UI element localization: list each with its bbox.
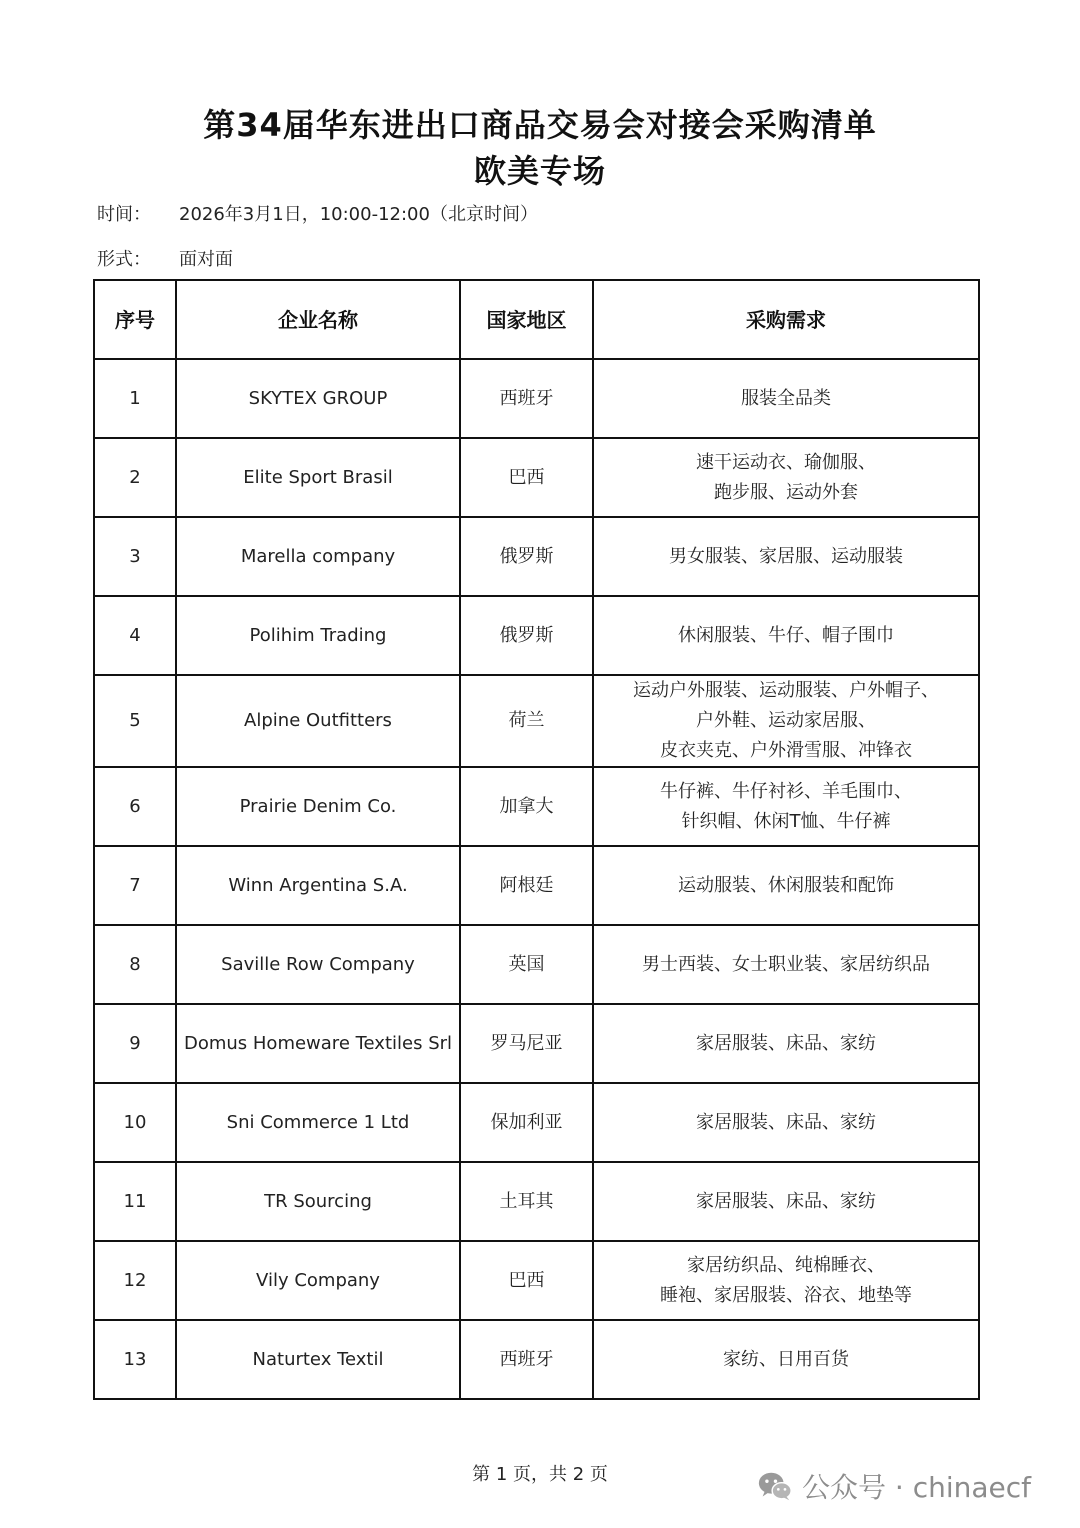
row-country-cell: 西班牙 <box>460 359 593 438</box>
demand-line: 家居纺织品、纯棉睡衣、 <box>687 1254 885 1276</box>
demand-line: 运动户外服装、运动服装、户外帽子、 <box>633 680 939 701</box>
row-company-cell: TR Sourcing <box>176 1162 460 1241</box>
row-company-cell: Alpine Outfitters <box>176 675 460 767</box>
demand-line: 休闲服装、牛仔、帽子围巾 <box>678 624 894 646</box>
demand-line: 运动服装、休闲服装和配饰 <box>678 874 894 896</box>
table-body <box>94 359 979 1399</box>
row-country-cell: 俄罗斯 <box>460 517 593 596</box>
row-company-cell: Saville Row Company <box>176 925 460 1004</box>
table-row <box>94 1241 979 1320</box>
procurement-table <box>93 279 980 1400</box>
watermark-text: 公众号 · chinaecf <box>802 1471 1032 1504</box>
row-country-cell: 巴西 <box>460 438 593 517</box>
row-country-cell: 阿根廷 <box>460 846 593 925</box>
row-company-cell: Vily Company <box>176 1241 460 1320</box>
demand-line: 针织帽、休闲T恤、牛仔裤 <box>681 810 891 832</box>
row-country-cell: 土耳其 <box>460 1162 593 1241</box>
table-row <box>94 438 979 517</box>
table-row <box>94 596 979 675</box>
table-row <box>94 359 979 438</box>
document-subtitle: 欧美专场 <box>473 152 606 190</box>
table-row <box>94 767 979 846</box>
row-country-cell: 俄罗斯 <box>460 596 593 675</box>
meta-time-value: 2026年3月1日，10:00-12:00（北京时间） <box>179 204 538 225</box>
row-no-cell: 2 <box>94 438 176 517</box>
row-company-cell: Naturtex Textil <box>176 1320 460 1399</box>
row-demand-cell <box>593 517 979 596</box>
row-demand-cell <box>593 675 979 767</box>
row-country-cell: 保加利亚 <box>460 1083 593 1162</box>
row-demand-cell <box>593 1162 979 1241</box>
row-no-cell: 3 <box>94 517 176 596</box>
meta-form-row <box>97 245 233 271</box>
row-demand-cell <box>593 438 979 517</box>
row-demand-cell <box>593 359 979 438</box>
row-no-cell: 10 <box>94 1083 176 1162</box>
row-demand-cell <box>593 1241 979 1320</box>
demand-line: 家居服装、床品、家纺 <box>696 1190 876 1212</box>
header-demand: 采购需求 <box>593 280 979 359</box>
demand-line: 牛仔裤、牛仔衬衫、羊毛围巾、 <box>660 780 912 802</box>
row-demand-cell <box>593 1004 979 1083</box>
row-country-cell: 罗马尼亚 <box>460 1004 593 1083</box>
wechat-icon <box>756 1467 794 1505</box>
demand-line: 男士西装、女士职业装、家居纺织品 <box>642 953 930 975</box>
row-no-cell: 1 <box>94 359 176 438</box>
page-number: 第 1 页，共 2 页 <box>472 1464 608 1485</box>
row-country-cell: 巴西 <box>460 1241 593 1320</box>
table-row <box>94 1162 979 1241</box>
meta-form-label: 形式： <box>97 249 151 270</box>
table-row <box>94 1004 979 1083</box>
row-no-cell: 13 <box>94 1320 176 1399</box>
row-no-cell: 6 <box>94 767 176 846</box>
row-demand-cell <box>593 1320 979 1399</box>
row-company-cell: Polihim Trading <box>176 596 460 675</box>
header-no: 序号 <box>94 280 176 359</box>
row-company-cell: Winn Argentina S.A. <box>176 846 460 925</box>
row-demand-cell <box>593 1083 979 1162</box>
table-row <box>94 846 979 925</box>
row-no-cell: 7 <box>94 846 176 925</box>
row-company-cell: Prairie Denim Co. <box>176 767 460 846</box>
row-country-cell: 英国 <box>460 925 593 1004</box>
demand-line: 服装全品类 <box>741 387 831 409</box>
row-company-cell: Marella company <box>176 517 460 596</box>
row-demand-cell <box>593 767 979 846</box>
row-company-cell: Domus Homeware Textiles Srl <box>176 1004 460 1083</box>
table-header-row <box>94 280 979 359</box>
demand-line: 户外鞋、运动家居服、 <box>696 710 876 731</box>
row-country-cell: 西班牙 <box>460 1320 593 1399</box>
demand-line: 睡袍、家居服装、浴衣、地垫等 <box>660 1284 912 1306</box>
demand-line: 速干运动衣、瑜伽服、 <box>696 451 876 473</box>
meta-time-row <box>97 200 538 226</box>
meta-time-label: 时间： <box>97 204 151 225</box>
table-row <box>94 1320 979 1399</box>
row-no-cell: 5 <box>94 675 176 767</box>
demand-line: 皮衣夹克、户外滑雪服、冲锋衣 <box>660 740 912 761</box>
document-title: 第34届华东进出口商品交易会对接会采购清单 <box>203 106 877 144</box>
header-company: 企业名称 <box>176 280 460 359</box>
row-demand-cell <box>593 846 979 925</box>
meta-form-value: 面对面 <box>179 249 233 270</box>
table-row <box>94 1083 979 1162</box>
demand-line: 跑步服、运动外套 <box>714 481 858 503</box>
table-row <box>94 675 979 767</box>
row-company-cell: SKYTEX GROUP <box>176 359 460 438</box>
row-demand-cell <box>593 596 979 675</box>
watermark <box>756 1466 1031 1506</box>
demand-line: 家居服装、床品、家纺 <box>696 1032 876 1054</box>
demand-line: 家居服装、床品、家纺 <box>696 1111 876 1133</box>
row-no-cell: 9 <box>94 1004 176 1083</box>
row-no-cell: 8 <box>94 925 176 1004</box>
demand-line: 男女服装、家居服、运动服装 <box>669 545 903 567</box>
row-country-cell: 加拿大 <box>460 767 593 846</box>
row-company-cell: Elite Sport Brasil <box>176 438 460 517</box>
demand-line: 家纺、日用百货 <box>723 1348 849 1370</box>
row-country-cell: 荷兰 <box>460 675 593 767</box>
row-no-cell: 11 <box>94 1162 176 1241</box>
table-row <box>94 517 979 596</box>
header-country: 国家地区 <box>460 280 593 359</box>
row-demand-cell <box>593 925 979 1004</box>
table-row <box>94 925 979 1004</box>
row-no-cell: 12 <box>94 1241 176 1320</box>
row-no-cell: 4 <box>94 596 176 675</box>
row-company-cell: Sni Commerce 1 Ltd <box>176 1083 460 1162</box>
